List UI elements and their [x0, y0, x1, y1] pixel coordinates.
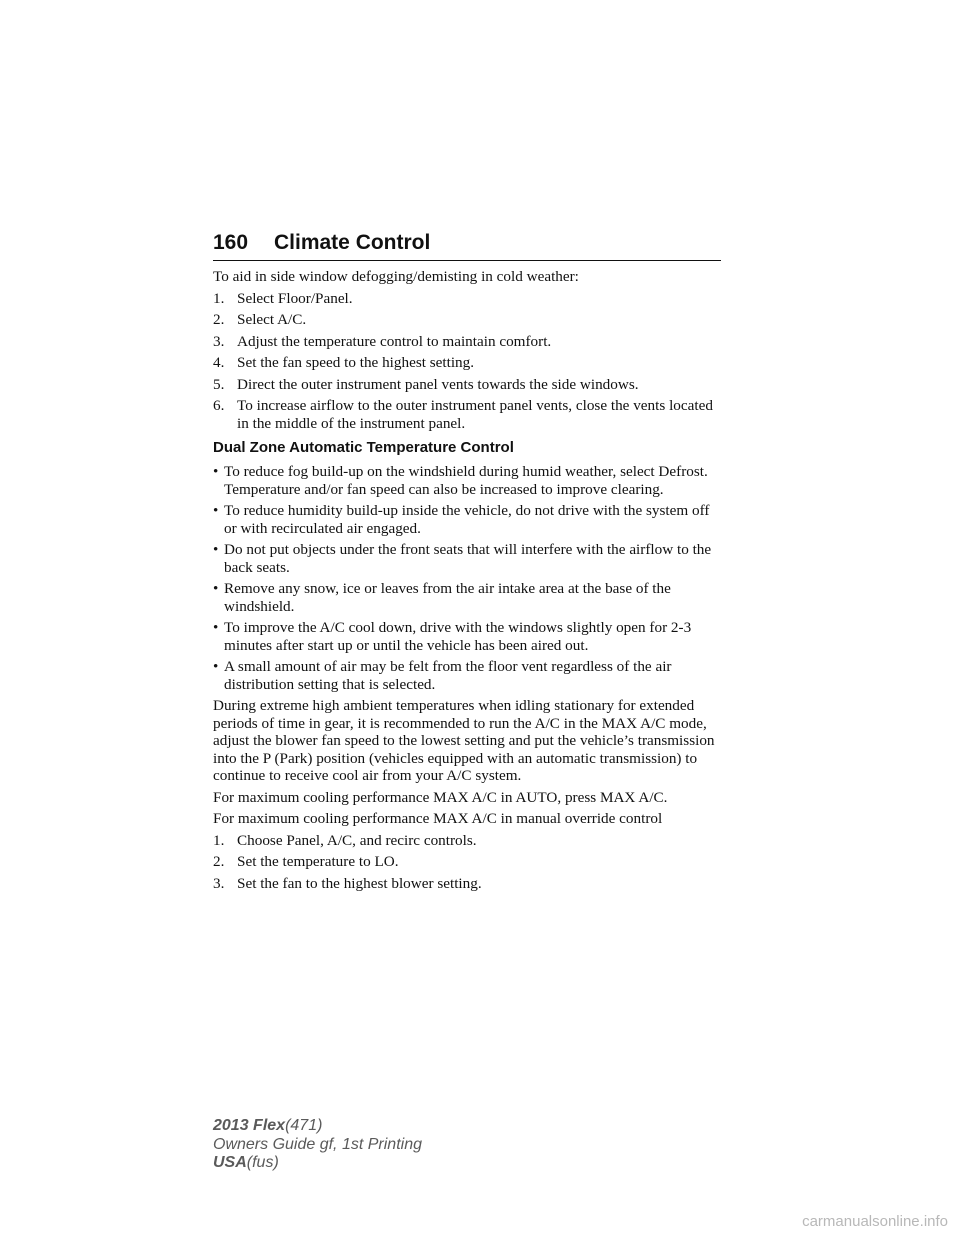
list-item: [213, 832, 721, 850]
extreme-heat-paragraph: During extreme high ambient temperatures when idling stationary for extended periods of time in gear, it is recommended to run the A/C in the MAX A/C mode, adjust the blower fan speed to the lowest setting and put the vehicle’s transmission into the P (Park) position (vehicles equipped with an automatic transmission) to continue to receive cool air from your A/C system.: [213, 697, 715, 784]
list-item: [213, 397, 721, 432]
bullet-text: To reduce humidity build-up inside the vehicle, do not drive with the system off or with recirculated air engaged.: [224, 502, 710, 537]
page-content: [213, 268, 721, 896]
defog-steps-list: [213, 290, 721, 433]
footer-line-market: [213, 1154, 422, 1173]
step-number: 3.: [213, 874, 225, 892]
list-item: [213, 502, 721, 537]
step-text: To increase airflow to the outer instrument panel vents, close the vents located in the middle of the instrument panel.: [237, 397, 713, 432]
print-footer: [213, 1117, 422, 1173]
bullet-marker: •: [213, 541, 219, 558]
dual-zone-heading: Dual Zone Automatic Temperature Control: [213, 439, 514, 456]
bullet-text: Do not put objects under the front seats that will interfere with the airflow to the back seats.: [224, 541, 712, 576]
footer-market: USA: [213, 1154, 247, 1171]
list-item: [213, 541, 721, 576]
step-number: 1.: [213, 289, 225, 307]
step-text: Set the fan to the highest blower setting.: [237, 874, 482, 892]
page-header: [213, 230, 721, 261]
bullet-text: Remove any snow, ice or leaves from the air intake area at the base of the windshield.: [224, 580, 671, 615]
list-item: [213, 853, 721, 871]
bullet-text: A small amount of air may be felt from the floor vent regardless of the air distribution setting that is selected.: [224, 658, 672, 693]
step-number: 4.: [213, 354, 225, 371]
step-number: 2.: [213, 311, 225, 328]
list-item: [213, 311, 721, 329]
list-item: [213, 580, 721, 615]
list-item: [213, 333, 721, 351]
list-item: [213, 376, 721, 394]
step-number: 2.: [213, 853, 225, 870]
footer-line-model: [213, 1117, 422, 1136]
bullet-marker: •: [213, 658, 219, 675]
step-number: 1.: [213, 831, 225, 849]
step-text: Adjust the temperature control to maintain comfort.: [237, 332, 552, 350]
bullet-marker: •: [213, 580, 219, 597]
step-text: Direct the outer instrument panel vents towards the side windows.: [237, 375, 639, 393]
step-number: 6.: [213, 397, 225, 414]
max-auto-paragraph: For maximum cooling performance MAX A/C in AUTO, press MAX A/C.: [213, 788, 668, 806]
step-text: Select Floor/Panel.: [237, 289, 353, 307]
list-item: [213, 354, 721, 372]
step-text: Choose Panel, A/C, and recirc controls.: [237, 831, 477, 849]
tips-bullet-list: [213, 463, 721, 693]
max-steps-list: [213, 832, 721, 893]
bullet-marker: •: [213, 619, 219, 636]
footer-model: 2013 Flex: [213, 1117, 286, 1134]
step-number: 3.: [213, 332, 225, 350]
list-item: [213, 875, 721, 893]
list-item: [213, 658, 721, 693]
bullet-marker: •: [213, 502, 219, 519]
section-title: Climate Control: [274, 231, 431, 254]
footer-printing: Owners Guide gf, 1st Printing: [213, 1135, 422, 1153]
step-number: 5.: [213, 375, 225, 393]
max-manual-paragraph: For maximum cooling performance MAX A/C in manual override control: [213, 810, 663, 827]
footer-market-code: (fus): [246, 1154, 279, 1171]
step-text: Select A/C.: [237, 311, 307, 328]
step-text: Set the temperature to LO.: [237, 853, 399, 870]
bullet-marker: •: [213, 463, 219, 480]
footer-model-code: (471): [285, 1117, 323, 1134]
list-item: [213, 463, 721, 498]
bullet-text: To reduce fog build-up on the windshield during humid weather, select Defrost. Temperature and/or fan speed can also be increased to improve clearing.: [224, 463, 708, 498]
list-item: [213, 290, 721, 308]
page-number: 160: [213, 231, 249, 254]
intro-paragraph: To aid in side window defogging/demisting in cold weather:: [213, 268, 579, 285]
watermark: carmanualsonline.info: [802, 1213, 948, 1230]
step-text: Set the fan speed to the highest setting.: [237, 354, 475, 371]
list-item: [213, 619, 721, 654]
bullet-text: To improve the A/C cool down, drive with the windows slightly open for 2-3 minutes after start up or until the vehicle has been aired out.: [224, 619, 692, 654]
